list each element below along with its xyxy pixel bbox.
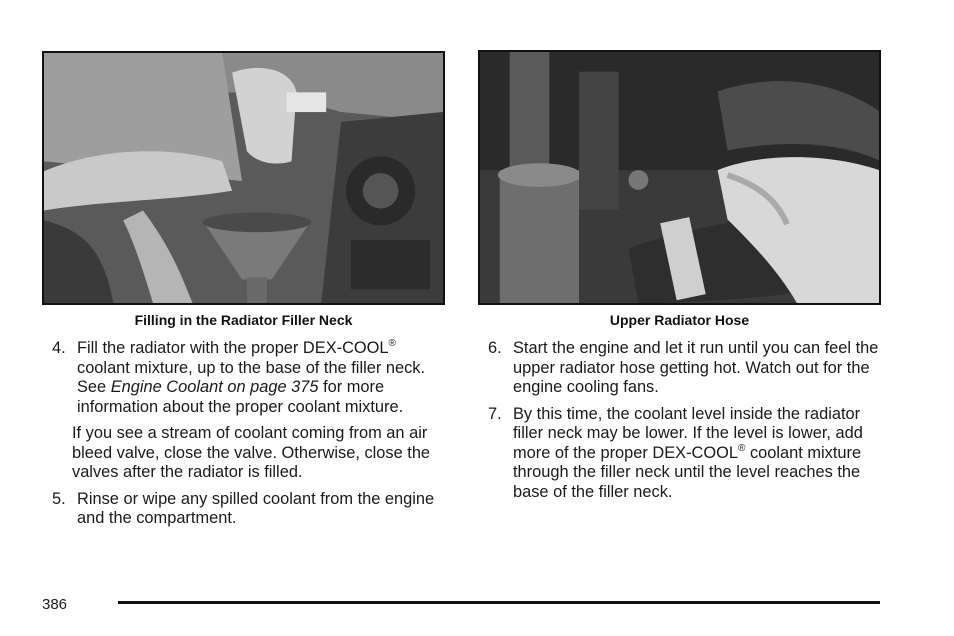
step-text-part: coolant mixture through the filler neck until the level reaches the base of the filler neck.	[513, 443, 862, 501]
step-number: 5.	[52, 489, 66, 508]
step-4	[52, 339, 447, 417]
cross-reference: Engine Coolant on page 375	[110, 378, 319, 396]
radiator-filler-illustration	[44, 53, 443, 303]
registered-mark: ®	[388, 338, 396, 349]
right-text-column	[488, 339, 883, 509]
step-4-note: If you see a stream of coolant coming from an air bleed valve, close the valve. Otherwise, close the valves after the radiator is filled.	[72, 424, 431, 481]
step-text: Start the engine and let it run until you can feel the upper radiator hose getting hot. Watch out for the engine cooling fans.	[513, 339, 879, 396]
upper-radiator-hose-illustration	[480, 52, 879, 303]
step-text	[77, 339, 447, 417]
figure-caption-right: Upper Radiator Hose	[609, 312, 750, 328]
step-7	[488, 405, 883, 503]
left-text-column	[52, 339, 447, 536]
step-number: 7.	[488, 404, 502, 423]
step-text-part: By this time, the coolant level inside the radiator filler neck may be lower. If the level is lower, add more of the proper DEX-COOL	[513, 404, 863, 462]
step-text: Rinse or wipe any spilled coolant from the engine and the compartment.	[77, 489, 435, 527]
page-number: 386	[42, 596, 68, 613]
upper-radiator-hose-photo	[478, 50, 881, 305]
step-6	[488, 339, 883, 398]
step-text-part: for more information about the proper coolant mixture.	[77, 378, 404, 416]
step-5	[52, 490, 447, 529]
step-text	[513, 405, 883, 503]
step-text-part: Fill the radiator with the proper DEX-COOL	[77, 339, 389, 357]
radiator-filler-photo	[42, 51, 445, 305]
footer-rule	[118, 601, 880, 604]
step-number: 6.	[488, 339, 502, 357]
figure-caption-left: Filling in the Radiator Filler Neck	[134, 312, 353, 328]
registered-mark: ®	[738, 442, 746, 454]
step-text-part: coolant mixture, up to the base of the filler neck. See	[77, 358, 426, 396]
step-number: 4.	[52, 339, 66, 357]
